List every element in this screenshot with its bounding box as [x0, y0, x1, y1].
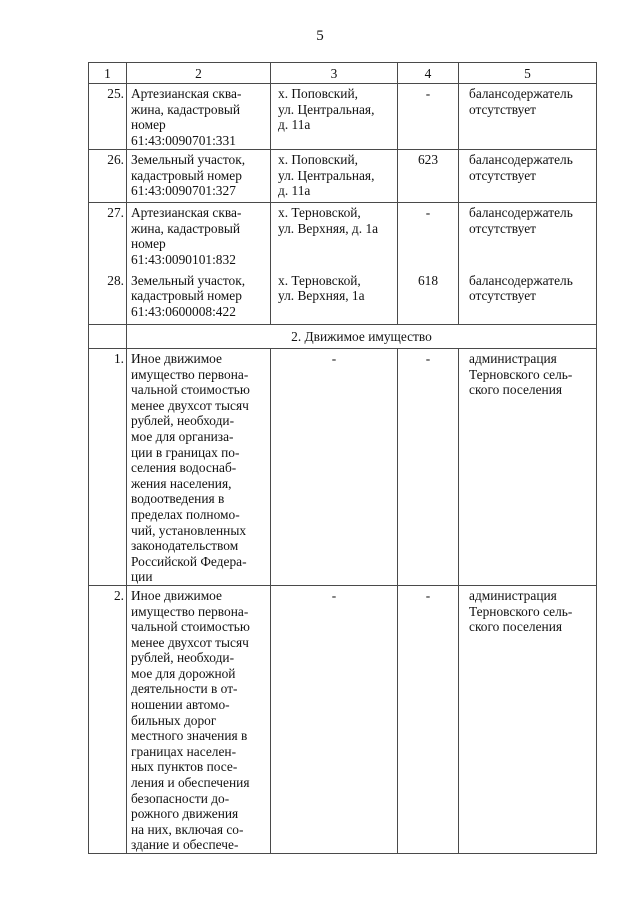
balance-holder: администрация Терновского сель- ского поселения	[459, 585, 597, 853]
table-row	[89, 349, 597, 586]
property-name: Иное движимое имущество первона- чальной стоимостью менее двухсот тысяч рублей, необходи- мое для организа- ции в границах по- селения водоснаб- жения населения, водоотведения в пределах полномо- чий, установленных законодательством Российской Федера- ции	[127, 349, 271, 586]
property-area: -	[398, 203, 459, 273]
row-number: 26.	[89, 150, 127, 203]
column-header-4: 4	[398, 63, 459, 84]
property-area: 618	[398, 273, 459, 325]
property-address: х. Терновской, ул. Верхняя, д. 1а	[271, 203, 398, 273]
table-row	[89, 150, 597, 203]
section-row	[89, 325, 597, 349]
property-name: Иное движимое имущество первона- чальной стоимостью менее двухсот тысяч рублей, необходи- мое для дорожной деятельности в от- ношении автомо- бильных дорог местного значения в границах населен- ных пунктов посе- ления и обеспечения безопасности до- рожного движения на них, включая со- здание и обеспече-	[127, 585, 271, 853]
balance-holder: балансодержатель отсутствует	[459, 203, 597, 273]
balance-holder: балансодержатель отсутствует	[459, 84, 597, 150]
property-name: Земельный участок, кадастровый номер 61:43:0090701:327	[127, 150, 271, 203]
column-header-5: 5	[459, 63, 597, 84]
row-number: 25.	[89, 84, 127, 150]
column-header-1: 1	[89, 63, 127, 84]
property-address: х. Терновской, ул. Верхняя, 1а	[271, 273, 398, 325]
property-area: -	[398, 585, 459, 853]
property-name: Артезианская сква- жина, кадастровый номер 61:43:0090701:331	[127, 84, 271, 150]
property-area: 623	[398, 150, 459, 203]
table-header-row	[89, 63, 597, 84]
balance-holder: балансодержатель отсутствует	[459, 273, 597, 325]
section-title: 2. Движимое имущество	[127, 325, 597, 349]
balance-holder: балансодержатель отсутствует	[459, 150, 597, 203]
row-number: 28.	[89, 273, 127, 325]
property-address: -	[271, 585, 398, 853]
row-number: 2.	[89, 585, 127, 853]
property-name: Артезианская сква- жина, кадастровый номер 61:43:0090101:832	[127, 203, 271, 273]
table-row	[89, 273, 597, 325]
section-empty-cell	[89, 325, 127, 349]
row-number: 1.	[89, 349, 127, 586]
property-address: х. Поповский, ул. Центральная, д. 11а	[271, 84, 398, 150]
property-table	[88, 62, 597, 854]
property-address: х. Поповский, ул. Центральная, д. 11а	[271, 150, 398, 203]
property-address: -	[271, 349, 398, 586]
table-row	[89, 203, 597, 273]
balance-holder: администрация Терновского сель- ского поселения	[459, 349, 597, 586]
row-number: 27.	[89, 203, 127, 273]
property-area: -	[398, 349, 459, 586]
property-name: Земельный участок, кадастровый номер 61:43:0600008:422	[127, 273, 271, 325]
column-header-2: 2	[127, 63, 271, 84]
page-number: 5	[316, 28, 324, 44]
table-row	[89, 84, 597, 150]
property-area: -	[398, 84, 459, 150]
column-header-3: 3	[271, 63, 398, 84]
table-row	[89, 585, 597, 853]
